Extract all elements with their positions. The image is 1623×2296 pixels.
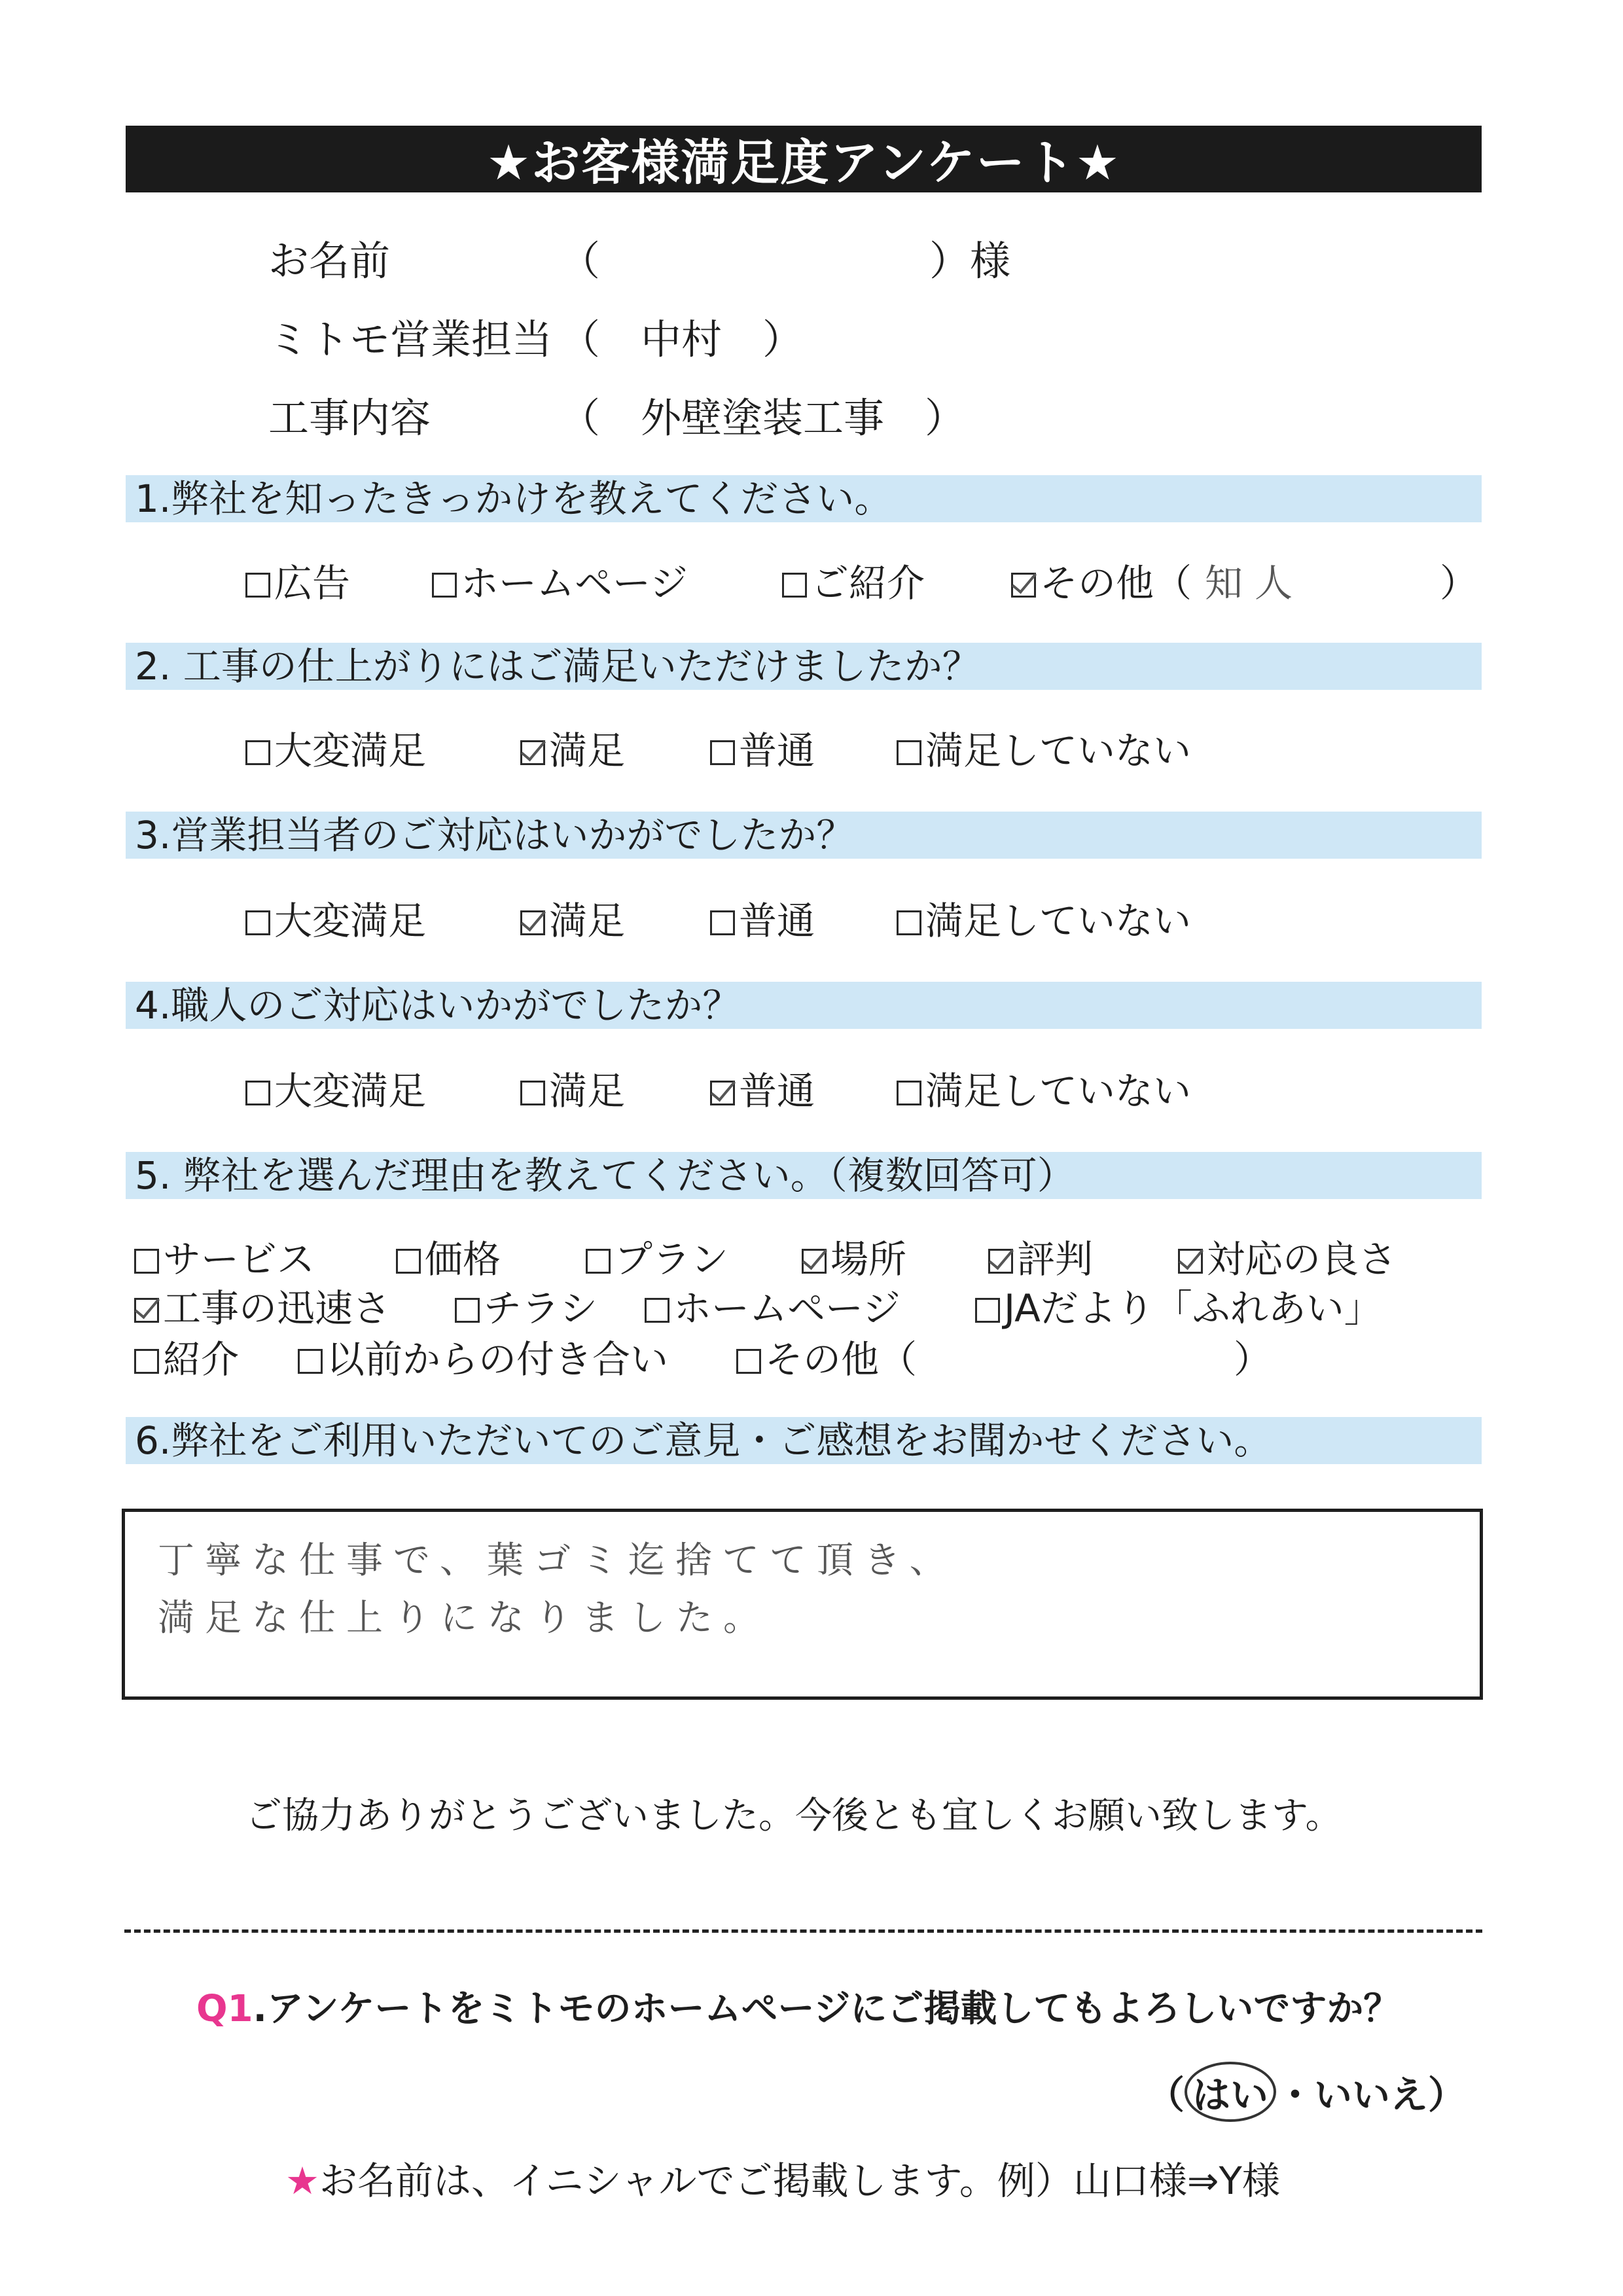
q2-option-not-satisfied[interactable]: 満足していない: [897, 732, 1191, 770]
checkbox-icon[interactable]: [897, 740, 921, 765]
comment-line-2: 満足な仕上りになりました。: [158, 1597, 770, 1640]
q1-option-other[interactable]: その他（ 知人: [1011, 564, 1304, 602]
publish-answer: （ はい ・いいえ）: [1147, 2062, 1466, 2122]
checkbox-icon[interactable]: [134, 1249, 159, 1274]
q3-option-satisfied[interactable]: 満足: [520, 902, 625, 940]
q2-option-normal[interactable]: 普通: [710, 732, 815, 770]
checkbox-icon[interactable]: [245, 910, 270, 935]
q5-option-homepage[interactable]: ホームページ: [645, 1289, 901, 1327]
answer-yes[interactable]: はい: [1185, 2062, 1276, 2122]
checkbox-icon[interactable]: [710, 910, 735, 935]
q4-option-very-satisfied[interactable]: 大変満足: [245, 1072, 426, 1110]
question-5-header: 5. 弊社を選んだ理由を教えてください。（複数回答可）: [126, 1152, 1482, 1199]
q3-option-very-satisfied[interactable]: 大変満足: [245, 902, 426, 940]
question-1-header: 1.弊社を知ったきっかけを教えてください。: [126, 475, 1482, 522]
initials-note: [285, 2150, 1280, 2205]
publish-question-text: .アンケートをミトモのホームページにご掲載してもよろしいですか？: [253, 1988, 1400, 2030]
checkbox-icon[interactable]: [520, 1081, 545, 1105]
staff-row: [0, 315, 1623, 365]
work-label: 工事内容: [268, 394, 431, 442]
star-icon: ★: [285, 2159, 319, 2203]
q3-option-not-satisfied[interactable]: 満足していない: [897, 902, 1191, 940]
checkbox-icon[interactable]: [897, 1081, 921, 1105]
checkbox-icon[interactable]: [134, 1349, 159, 1374]
checkbox-checked-icon[interactable]: [1011, 573, 1036, 598]
checkbox-icon[interactable]: [455, 1298, 480, 1323]
q5-option-location[interactable]: 場所: [802, 1240, 906, 1278]
checkbox-checked-icon[interactable]: [710, 1081, 735, 1105]
q5-option-good-response[interactable]: 対応の良さ: [1178, 1240, 1397, 1278]
q5-option-service[interactable]: サービス: [134, 1240, 315, 1278]
checkbox-icon[interactable]: [245, 573, 270, 598]
publish-question-number: Q1: [196, 1988, 253, 2030]
q4-option-normal[interactable]: 普通: [710, 1072, 815, 1110]
checkbox-icon[interactable]: [245, 1081, 270, 1105]
comment-line-1: 丁寧な仕事で、葉ゴミ迄捨てて頂き、: [158, 1539, 957, 1582]
checkbox-icon[interactable]: [897, 910, 921, 935]
question-6-header: 6.弊社をご利用いただいてのご意見・ご感想をお聞かせください。: [126, 1417, 1482, 1464]
q1-other-close: ）: [1440, 561, 1478, 605]
work-value: （ 外壁塗装工事 ）: [560, 394, 966, 442]
q1-option-referral[interactable]: ご紹介: [782, 564, 925, 602]
q1-option-homepage[interactable]: ホームページ: [432, 564, 688, 602]
q5-other-close: ）: [1234, 1337, 1272, 1382]
checkbox-icon[interactable]: [245, 740, 270, 765]
checkbox-checked-icon[interactable]: [520, 910, 545, 935]
q5-option-speed[interactable]: 工事の迅速さ: [134, 1289, 391, 1327]
q5-option-price[interactable]: 価格: [396, 1240, 501, 1278]
q5-option-reputation[interactable]: 評判: [988, 1240, 1093, 1278]
dashed-divider: [124, 1929, 1482, 1933]
comment-box[interactable]: [122, 1509, 1483, 1700]
checkbox-checked-icon[interactable]: [134, 1298, 159, 1323]
checkbox-icon[interactable]: [396, 1249, 421, 1274]
name-row: [0, 237, 1623, 287]
publish-question: [196, 1980, 1400, 2032]
work-row: [0, 394, 1623, 444]
staff-label: ミトモ営業担当: [268, 315, 553, 363]
checkbox-icon[interactable]: [645, 1298, 669, 1323]
initials-note-text: お名前は、イニシャルでご掲載します。例）山口様⇒Y様: [319, 2159, 1280, 2203]
question-2-header: 2. 工事の仕上がりにはご満足いただけましたか？: [126, 643, 1482, 690]
question-4-header: 4.職人のご対応はいかがでしたか？: [126, 982, 1482, 1029]
q3-option-normal[interactable]: 普通: [710, 902, 815, 940]
q5-option-previous-relationship[interactable]: 以前からの付き合い: [298, 1340, 668, 1378]
thanks-message: ご協力ありがとうございました。今後とも宜しくお願い致します。: [245, 1795, 1342, 1837]
q4-option-not-satisfied[interactable]: 満足していない: [897, 1072, 1191, 1110]
checkbox-checked-icon[interactable]: [520, 740, 545, 765]
answer-no[interactable]: いいえ: [1313, 2073, 1428, 2117]
checkbox-icon[interactable]: [586, 1249, 611, 1274]
q2-option-very-satisfied[interactable]: 大変満足: [245, 732, 426, 770]
name-label: お名前: [268, 237, 391, 285]
survey-title: ★お客様満足度アンケート★: [126, 126, 1482, 192]
checkbox-icon[interactable]: [432, 573, 457, 598]
checkbox-checked-icon[interactable]: [802, 1249, 827, 1274]
checkbox-checked-icon[interactable]: [988, 1249, 1013, 1274]
q4-option-satisfied[interactable]: 満足: [520, 1072, 625, 1110]
q2-option-satisfied[interactable]: 満足: [520, 732, 625, 770]
q5-option-referral[interactable]: 紹介: [134, 1340, 239, 1378]
q5-option-plan[interactable]: プラン: [586, 1240, 728, 1278]
q1-other-text: 知人: [1205, 561, 1305, 605]
name-close: ）様: [929, 237, 1011, 285]
checkbox-icon[interactable]: [736, 1349, 761, 1374]
q1-option-ad[interactable]: 広告: [245, 564, 350, 602]
checkbox-icon[interactable]: [710, 740, 735, 765]
name-open: （: [560, 237, 601, 285]
staff-value: （ 中村 ）: [560, 315, 804, 363]
checkbox-checked-icon[interactable]: [1178, 1249, 1203, 1274]
q5-option-flyer[interactable]: チラシ: [455, 1289, 597, 1327]
checkbox-icon[interactable]: [782, 573, 807, 598]
q5-option-ja-fureai[interactable]: JAだより「ふれあい」: [975, 1289, 1382, 1327]
question-3-header: 3.営業担当者のご対応はいかがでしたか？: [126, 812, 1482, 859]
q5-option-other[interactable]: その他（: [736, 1340, 917, 1378]
checkbox-icon[interactable]: [298, 1349, 323, 1374]
checkbox-icon[interactable]: [975, 1298, 1000, 1323]
